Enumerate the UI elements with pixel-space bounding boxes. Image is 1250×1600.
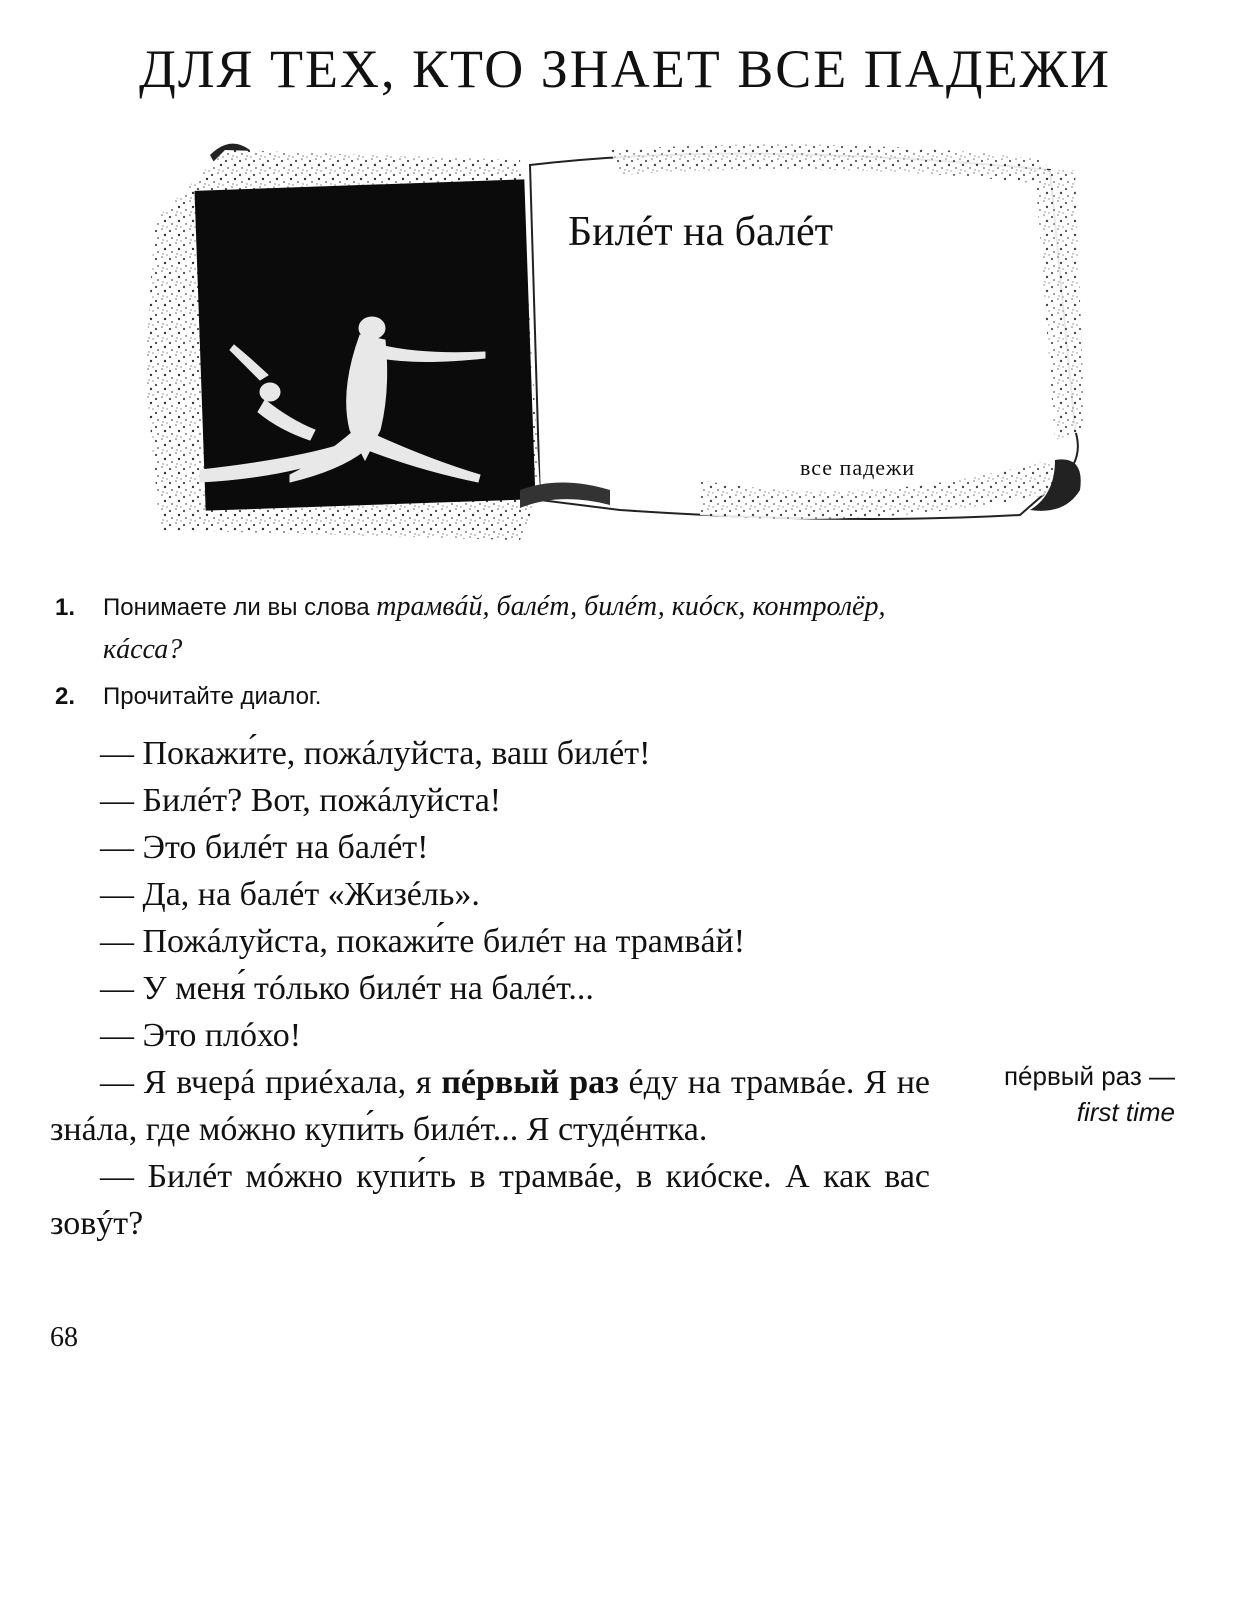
ballet-dancers-photo [140,130,1110,560]
dialog-line-long [50,1059,930,1153]
gloss-translation: first time [1076,1097,1175,1127]
dialog [50,730,930,1247]
dialog-line: — Билéт? Вот, пожáлуйста! [100,782,502,819]
exercise-prompt: Прочитайте диалог. [103,683,322,710]
exercise-1-line1 [55,586,1195,629]
question-mark: ? [168,634,183,665]
exercise-number: 1. [55,594,76,621]
dialog-line: — Да, на балéт «Жизéль». [100,876,480,913]
exercise-1-line2 [55,629,1195,672]
gloss-term: пéрвый раз — [1003,1061,1175,1091]
dialog-line: — Это билéт на балéт! [100,829,429,866]
margin-gloss [955,1058,1175,1130]
dialog-text: éду на трамвáе. Я не знáла, где мóжно купи́ть билéт... Я студéнтка. [50,1064,930,1148]
lesson-banner [140,130,1110,560]
vocabulary-words: трамвáй, балéт, билéт, киóск, контролёр, [376,591,886,622]
vocabulary-words-cont: кáсса [103,634,169,665]
banner-caption: все падежи [800,455,916,480]
dialog-line: — Пожáлуйста, покажи́те билéт на трамвáй! [100,923,746,960]
exercise-1 [55,586,1195,672]
lesson-title: Билéт на балéт [568,209,834,255]
exercise-prompt: Понимаете ли вы слова [103,594,377,621]
dialog-text: — Я вчерá приéхала, я [100,1064,442,1101]
exercise-number: 2. [55,683,76,710]
exercise-2 [55,676,1195,718]
dialog-line: — Билéт мóжно купи́ть в трамвáе, в киóске. А как вас зовýт? [50,1158,930,1242]
page-number: 68 [50,1322,78,1353]
page-heading: ДЛЯ ТЕХ, КТО ЗНАЕТ ВСЕ ПАДЕЖИ [139,39,1111,99]
dialog-line: — Покажи́те, пожáлуйста, ваш билéт! [100,735,651,772]
dialog-line: — Это плóхо! [100,1017,302,1054]
dialog-line: — У меня́ тóлько билéт на балéт... [100,970,594,1007]
bold-phrase: пéрвый раз [441,1064,619,1101]
